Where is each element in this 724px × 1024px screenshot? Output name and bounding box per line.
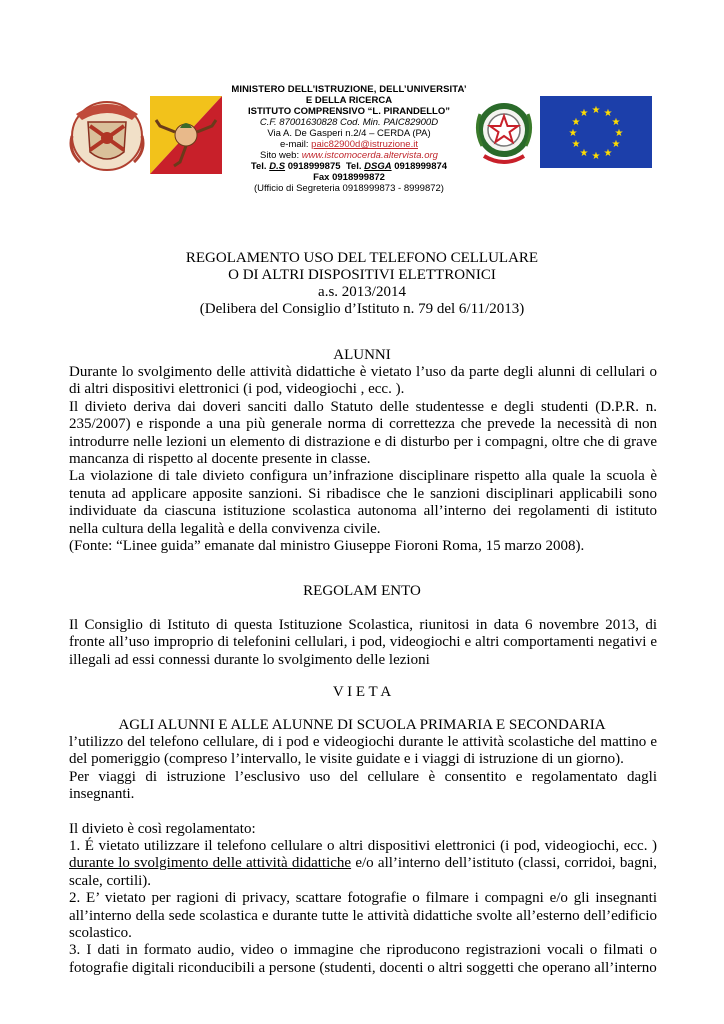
svg-text:★: ★ — [591, 105, 601, 116]
ds-label: D.S — [269, 161, 286, 172]
heading-vieta: V I E T A — [332, 684, 392, 700]
svg-text:★: ★ — [568, 128, 578, 139]
ministry-line2: E DELLA RICERCA — [305, 95, 393, 106]
vieta-paragraph-3: Il divieto è così regolamentato: — [69, 820, 256, 837]
heading-alunni: ALUNNI — [333, 347, 391, 363]
school-codes: C.F. 87001630828 Cod. Min. PAIC82900D — [259, 117, 439, 128]
website-label: Sito web: — [260, 150, 300, 161]
title-line1: REGOLAMENTO USO DEL TELEFONO CELLULARE — [185, 250, 539, 266]
svg-text:★: ★ — [571, 117, 581, 128]
email-link[interactable]: paic82900d@istruzione.it — [311, 139, 418, 150]
section-alunni — [69, 364, 657, 555]
sicily-flag-logo — [150, 96, 222, 174]
svg-text:★: ★ — [614, 128, 624, 139]
vieta-paragraph-1: l’utilizzo del telefono cellulare, di i pod e videogiochi durante le attività scolastiche del mattino e del pomeriggio (compreso l’intervallo, le visite guidate e i viaggi di istruzione di un giorno). — [69, 734, 657, 768]
phone-line — [224, 161, 474, 172]
municipal-coat-of-arms-logo — [66, 96, 148, 174]
section-vieta — [69, 734, 657, 977]
document-title — [60, 250, 664, 318]
svg-text:★: ★ — [579, 148, 589, 159]
email-line — [224, 139, 474, 150]
title-line4: (Delibera del Consiglio d’Istituto n. 79 del 6/11/2013) — [199, 301, 525, 317]
svg-text:★: ★ — [611, 139, 621, 150]
alunni-paragraph-4: (Fonte: “Linee guida” emanate dal ministro Giuseppe Fioroni Roma, 15 marzo 2008). — [69, 538, 585, 555]
rule-item-2: 2. E’ vietato per ragioni di privacy, scattare fotografie o filmare i compagni e/o gli insegnanti all’interno della sede scolastica e durante tutte le attività didattiche svolte all’esterno dell’edificio scolastico. — [69, 890, 657, 942]
ministry-line1: MINISTERO DELL’ISTRUZIONE, DELL’UNIVERSITA’ — [231, 84, 467, 95]
alunni-paragraph-1: Durante lo svolgimento delle attività didattiche è vietato l’uso da parte degli alunni di cellulari o di altri dispositivi elettronici (i pod, videogiochi , ecc. ). — [69, 364, 657, 398]
svg-text:★: ★ — [571, 139, 581, 150]
alunni-paragraph-2: Il divieto deriva dai doveri sanciti dallo Statuto delle studentesse e degli studenti (D.P.R. n. 235/2007) e risponde a una più generale norma di correttezza che prevede la necessità di non introdurre nelle lezioni un elemento di distrazione e di disturbo per i compagni, oltre che di grave mancanza di rispetto al docente presente in classe. — [69, 398, 657, 468]
rule-item-1-text-b: e/o all’interno dell’istituto (classi, corridoi, bagni, scale, cortili). — [69, 855, 657, 889]
website-line — [224, 150, 474, 161]
heading-regolamento: REGOLAM ENTO — [303, 583, 421, 599]
email-label: e-mail: — [280, 139, 309, 150]
tel-label: Tel. — [250, 161, 267, 172]
vieta-paragraph-2: Per viaggi di istruzione l’esclusivo uso del cellulare è consentito e regolamentato dagli insegnanti. — [69, 768, 657, 803]
office-line: (Ufficio di Segreteria 0918999873 - 8999872) — [254, 183, 444, 194]
dsga-label: DSGA — [364, 161, 392, 172]
rule-item-1-text-a: 1. É vietato utilizzare il telefono cellulare o altri dispositivi elettronici (i pod, videogiochi, ecc. ) — [69, 838, 657, 855]
subheading-vieta: AGLI ALUNNI E ALLE ALUNNE DI SCUOLA PRIMARIA E SECONDARIA — [118, 717, 606, 733]
website-link[interactable]: www.istcomocerda.altervista.org — [301, 150, 438, 161]
rule-item-3: 3. I dati in formato audio, video o immagine che riproducono registrazioni vocali o filmati o fotografie digitali riconducibili a persone (studenti, docenti o altri soggetti che operano all’interno — [69, 942, 657, 976]
fax-line: Fax 0918999872 — [313, 172, 385, 183]
svg-text:★: ★ — [603, 148, 613, 159]
ministry-header — [224, 84, 474, 194]
svg-text:★: ★ — [579, 108, 589, 119]
school-name: ISTITUTO COMPRENSIVO “L. PIRANDELLO” — [248, 106, 450, 117]
section-regolamento — [69, 617, 657, 669]
eu-flag-logo — [540, 96, 652, 168]
title-line3: a.s. 2013/2014 — [318, 284, 406, 300]
title-line2: O DI ALTRI DISPOSITIVI ELETTRONICI — [228, 267, 496, 283]
dsga-number: 0918999874 — [394, 161, 448, 172]
alunni-paragraph-3: La violazione di tale divieto configura un’infrazione disciplinare rispetto alla quale la scuola è tenuta ad applicare apposite sanzioni. Si ribadisce che le sanzioni disciplinari applicabili sono individuate da ciascuna istituzione scolastica autonoma all’interno dei regolamenti di istituto nella cultura della legalità e della convivenza civile. — [69, 468, 657, 537]
school-address: Via A. De Gasperi n.2/4 – CERDA (PA) — [267, 128, 431, 139]
regolamento-paragraph: Il Consiglio di Istituto di questa Istituzione Scolastica, riunitosi in data 6 novembre 2013, di fronte all’uso improprio di telefonini cellulari, i pod, videogiochi e altri comportamenti negativi e illegali ad essi connessi durante lo svolgimento delle lezioni — [69, 617, 657, 668]
svg-text:★: ★ — [591, 151, 601, 162]
ds-number: 0918999875 — [287, 161, 341, 172]
tel-label-2: Tel. — [345, 161, 362, 172]
svg-text:★: ★ — [611, 117, 621, 128]
rule-item-1-underlined: durante lo svolgimento delle attività didattiche — [69, 855, 352, 872]
rule-item-1 — [69, 838, 657, 890]
svg-text:★: ★ — [603, 108, 613, 119]
italian-republic-emblem-logo — [472, 96, 536, 170]
